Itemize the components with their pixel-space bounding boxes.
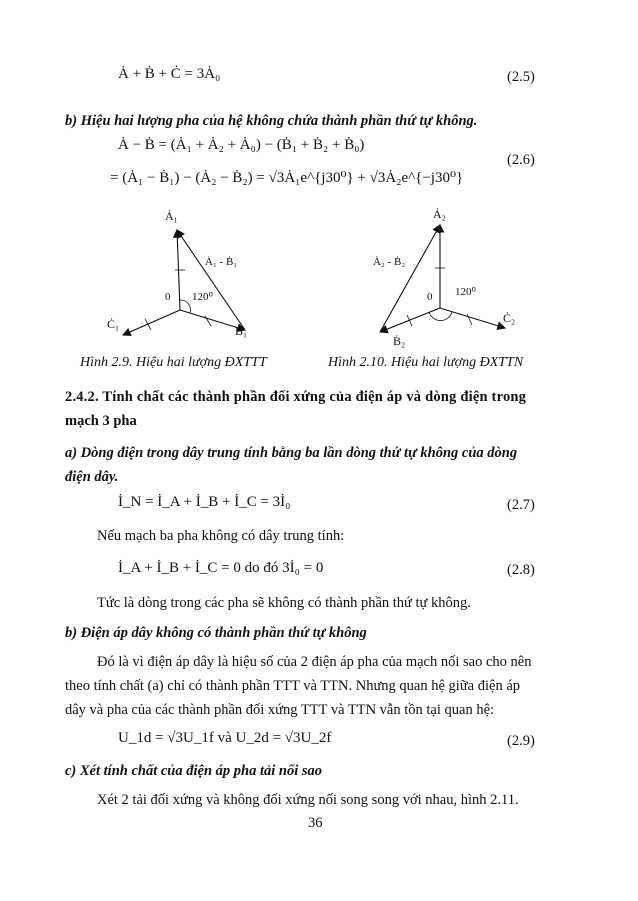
label-c1: Ċ₁	[107, 317, 120, 331]
figure-2-9-phasor-diagram	[95, 200, 285, 350]
section-2-4-2-title-line1: 2.4.2. Tính chất các thành phần đối xứng của điện áp và dòng điện trong	[65, 389, 527, 405]
label-origin: 0	[165, 291, 171, 303]
equation-text: = (Ȧ₁ − Ḃ₁) − (Ȧ₂ − Ḃ₂) = √3Ȧ₁e^{j30⁰} + √3Ȧ₂e^{−j30⁰}	[110, 170, 464, 186]
heading-a-line2: điện dây.	[65, 469, 119, 485]
heading-c-load-phase-voltage: c) Xét tính chất của điện áp pha tải nối sao	[65, 763, 322, 779]
heading-b-line-voltage: b) Điện áp dây không có thành phần thứ tự không	[65, 625, 367, 641]
section-2-4-2-title-line2: mạch 3 pha	[65, 413, 137, 429]
paragraph-explain-line2: theo tính chất (a) chỉ có thành phần TTT và TTN. Nhưng quan hệ giữa điện áp	[65, 678, 521, 694]
label-a2-minus-b2: Ȧ₂ - Ḃ₂	[373, 256, 406, 268]
figure-2-9-caption: Hình 2.9. Hiệu hai lượng ĐXTTT	[80, 355, 267, 370]
label-angle: 120⁰	[455, 286, 476, 298]
equation-number: (2.5)	[507, 69, 535, 85]
label-a1-minus-b1: Ȧ₁ - Ḃ₁	[205, 256, 238, 268]
equation-number: (2.6)	[507, 152, 535, 168]
equation-text: Ȧ + Ḃ + Ċ = 3Ȧ₀	[118, 66, 221, 82]
equation-text: İ_A + İ_B + İ_C = 0 do đó 3İ₀ = 0	[118, 560, 324, 576]
angle-arc	[429, 312, 452, 321]
equation-2-5	[118, 66, 220, 83]
label-a1: Ȧ₁	[165, 209, 178, 223]
equation-2-7	[118, 494, 290, 511]
label-b1: Ḃ₁	[235, 324, 248, 338]
equation-text: U_1d = √3U_1f và U_2d = √3U_2f	[118, 730, 332, 746]
page-number: 36	[308, 815, 323, 831]
figure-2-10-phasor-diagram	[355, 200, 535, 350]
paragraph-zero-sequence: Tức là dòng trong các pha sẽ không có thành phần thứ tự không.	[97, 595, 471, 611]
equation-number: (2.8)	[507, 562, 535, 578]
heading-a-line1: a) Dòng điện trong dây trung tính bằng ba lần dòng thứ tự không của dòng	[65, 445, 518, 461]
equation-2-8	[118, 560, 323, 577]
equation-number: (2.7)	[507, 497, 535, 513]
paragraph-explain-line3: dây và pha của các thành phần đối xứng TTT và TTN vẫn tồn tại quan hệ:	[65, 702, 495, 718]
paragraph-parallel-loads: Xét 2 tải đối xứng và không đối xứng nối song song với nhau, hình 2.11.	[97, 792, 519, 808]
label-angle: 120⁰	[192, 291, 213, 303]
equation-text: İ_N = İ_A + İ_B + İ_C = 3İ₀	[118, 494, 291, 510]
equation-text: Ȧ − Ḃ = (Ȧ₁ + Ȧ₂ + Ȧ₀) − (Ḃ₁ + Ḃ₂ + Ḃ₀)	[118, 137, 365, 153]
phasor-a1-minus-b1	[177, 230, 245, 330]
paragraph-no-neutral: Nếu mạch ba pha không có dây trung tính:	[97, 528, 345, 544]
label-a2: Ȧ₂	[433, 207, 446, 221]
figure-2-10-caption: Hình 2.10. Hiệu hai lượng ĐXTTN	[328, 355, 524, 370]
phasor-c2	[440, 308, 505, 328]
equation-2-6-line1	[118, 137, 364, 154]
phasor-b2	[380, 308, 440, 332]
phasor-c1	[123, 310, 180, 335]
paragraph-explain-line1: Đó là vì điện áp dây là hiệu số của 2 điện áp pha của mạch nối sao cho nên	[97, 654, 532, 670]
equation-2-9	[118, 730, 331, 747]
heading-b-phase-difference: b) Hiệu hai lượng pha của hệ không chứa thành phần thứ tự không.	[65, 113, 478, 129]
label-b2: Ḃ₂	[393, 334, 406, 348]
label-c2: Ċ₂	[503, 311, 516, 325]
label-origin: 0	[427, 291, 433, 303]
equation-number: (2.9)	[507, 733, 535, 749]
equation-2-6-line2	[110, 168, 463, 187]
